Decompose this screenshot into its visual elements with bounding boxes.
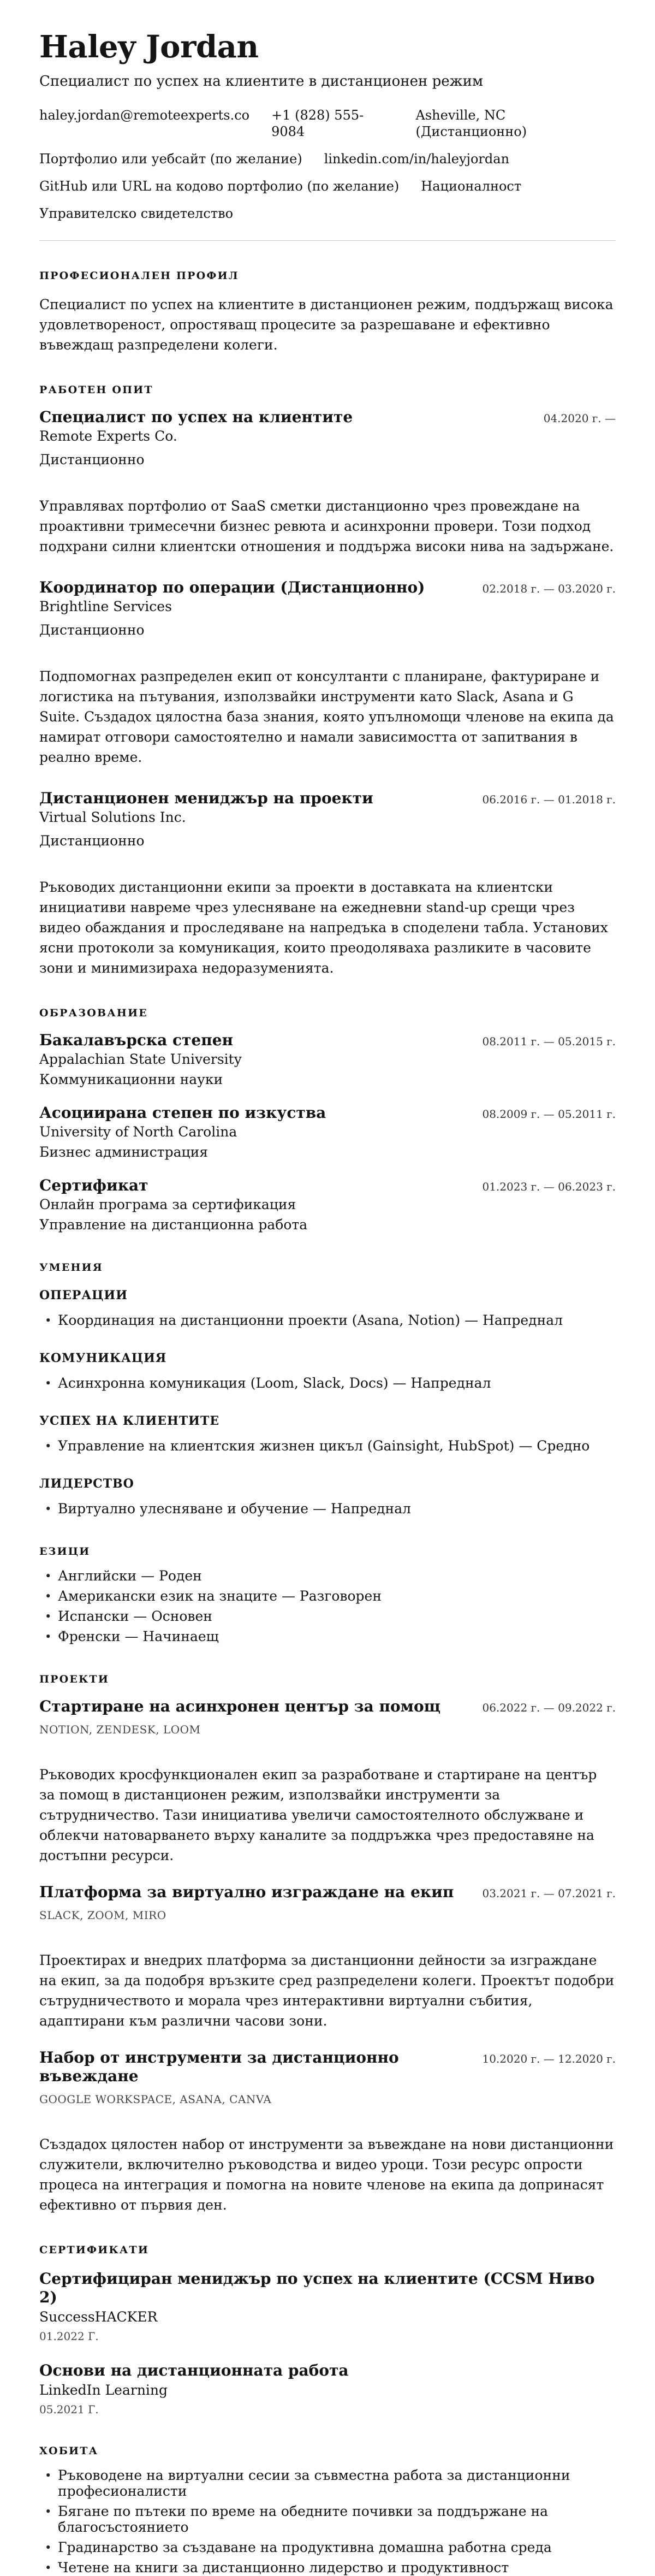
contact-row (39, 151, 616, 167)
skill-group (39, 1477, 616, 1517)
skill-item: • Асинхронна комуникация (Loom, Slack, Docs) — Напреднал (39, 1375, 616, 1391)
contact-portfolio: Портфолио или уебсайт (по желание) (39, 151, 302, 167)
contact-row (39, 205, 616, 222)
education-item (39, 1031, 616, 1087)
project-tech-stack: GOOGLE WORKSPACE, ASANA, CANVA (39, 2093, 272, 2106)
job-title: Координатор по операции (Дистанционно) (39, 578, 425, 596)
skill-group-name: ЛИДЕРСТВО (39, 1477, 134, 1491)
section-heading-projects: ПРОЕКТИ (39, 1673, 110, 1685)
education-dates: 08.2011 г. — 05.2015 г. (482, 1035, 616, 1048)
hobby-item: • Четене на книги за дистанционно лидерство и продуктивност (39, 2560, 616, 2575)
job-title: Специалист по успех на клиентите (39, 408, 353, 426)
job-company: Virtual Solutions Inc. (39, 809, 186, 825)
project-description: Ръководих кросфункционален екип за разработване и стартиране на център за помощ в дистанционен режим, използвайки инструменти за сътрудничество. Тази инициатива увеличи самостоятелното обслужване и облекчи натоварването върху каналите за поддръжка чрез предоставяне на достъпни ресурси. (39, 1767, 597, 1863)
certification-date: 05.2021 Г. (39, 2403, 99, 2416)
contact-row (39, 178, 616, 194)
section-languages (39, 1545, 616, 1644)
section-hobbies (39, 2444, 616, 2575)
job-item (39, 789, 616, 978)
project-title: Набор от инструменти за дистанционно въвеждане (39, 2048, 399, 2085)
skill-item: • Управление на клиентския жизнен цикъл (Gainsight, HubSpot) — Средно (39, 1438, 616, 1454)
certification-issuer: LinkedIn Learning (39, 2382, 168, 2398)
section-heading-education: ОБРАЗОВАНИЕ (39, 1007, 148, 1019)
contact-row (39, 107, 616, 140)
education-school: Онлайн програма за сертификация (39, 1197, 296, 1212)
section-heading-profile: ПРОФЕСИОНАЛЕН ПРОФИЛ (39, 270, 239, 282)
education-item (39, 1176, 616, 1233)
project-item (39, 2048, 616, 2215)
project-tech-stack: NOTION, ZENDESK, LOOM (39, 1723, 201, 1736)
job-item (39, 408, 616, 556)
education-degree: Асоциирана степен по изкуства (39, 1104, 326, 1122)
job-dates: 02.2018 г. — 03.2020 г. (482, 582, 616, 595)
contact-nationality: Националност (421, 179, 522, 194)
project-dates: 03.2021 г. — 07.2021 г. (482, 1887, 616, 1900)
certification-title: Основи на дистанционната работа (39, 2361, 349, 2379)
language-item: • Английски — Роден (39, 1568, 616, 1584)
contact-phone: +1 (828) 555-9084 (271, 108, 364, 139)
section-heading-skills: УМЕНИЯ (39, 1262, 103, 1274)
candidate-name: Haley Jordan (39, 29, 259, 65)
job-dates: 04.2020 г. — (543, 412, 616, 425)
language-item: • Испански — Основен (39, 1608, 616, 1624)
project-title: Стартиране на асинхронен център за помощ (39, 1697, 440, 1715)
hobby-item: • Градинарство за създаване на продуктивна домашна работна среда (39, 2539, 616, 2555)
job-dates: 06.2016 г. — 01.2018 г. (482, 793, 616, 806)
skill-group-name: УСПЕХ НА КЛИЕНТИТЕ (39, 1414, 220, 1428)
project-title: Платформа за виртуално изграждане на екип (39, 1883, 454, 1901)
contact-block (39, 107, 616, 222)
section-certifications (39, 2243, 616, 2416)
job-description: Ръководих дистанционни екипи за проекти в доставката на клиентски инициативи навреме чрез улесняване на ежедневни stand-up срещи чрез видео обаждания и проследяване на напредъка в споделени табла. Установих ясни протоколи за комуникация, които преодоляваха разликите в часовите зони и минимизираха недоразуменията. (39, 879, 608, 976)
contact-linkedin: linkedin.com/in/haleyjordan (324, 151, 510, 167)
hobby-item: • Ръководене на виртуални сесии за съвместна работа за дистанционни професионалисти (39, 2467, 616, 2499)
contact-github: GitHub или URL на кодово портфолио (по желание) (39, 179, 400, 194)
section-profile (39, 269, 616, 355)
skill-item: • Виртуално улесняване и обучение — Напреднал (39, 1501, 616, 1517)
profile-summary: Специалист по успех на клиентите в дистанционен режим, поддържащ висока удовлетвореност, опростяващ процесите за разрешаване и ефективно въвеждащ разпределени колеги. (39, 297, 614, 353)
language-item: • Френски — Начинаещ (39, 1628, 616, 1644)
project-item (39, 1697, 616, 1866)
project-dates: 06.2022 г. — 09.2022 г. (482, 1701, 616, 1714)
job-location: Дистанционно (39, 452, 145, 467)
job-description: Управлявах портфолио от SaaS сметки дистанционно чрез провеждане на проактивни тримесечни бизнес ревюта и асинхронни провери. Този подход подхрани силни клиентски отношения и поддържа високи нива на задържане. (39, 498, 614, 554)
header-divider (39, 240, 616, 241)
skill-group-name: ОПЕРАЦИИ (39, 1288, 128, 1302)
skill-group-name: КОМУНИКАЦИЯ (39, 1351, 167, 1365)
education-field: Бизнес администрация (39, 1144, 209, 1160)
project-description: Създадох цялостен набор от инструменти за въвеждане на нови дистанционни служители, включително ръководства и видео уроци. Този ресурс опрости процеса на интеграция и помогна на новите членове на екипа да допринасят ефективно от първия ден. (39, 2136, 614, 2213)
skill-group (39, 1288, 616, 1328)
job-company: Remote Experts Co. (39, 428, 177, 444)
project-tech-stack: SLACK, ZOOM, MIRO (39, 1909, 166, 1922)
candidate-title: Специалист по успех на клиентите в дистанционен режим (39, 73, 484, 90)
skill-group (39, 1414, 616, 1454)
language-item: • Американски език на знаците — Разговорен (39, 1588, 616, 1604)
section-heading-certifications: СЕРТИФИКАТИ (39, 2244, 150, 2256)
job-title: Дистанционен мениджър на проекти (39, 789, 373, 807)
project-dates: 10.2020 г. — 12.2020 г. (482, 2052, 616, 2065)
contact-location: Asheville, NC (Дистанционно) (415, 108, 527, 139)
certification-date: 01.2022 Г. (39, 2330, 99, 2343)
contact-email: haley.jordan@remoteexperts.co (39, 108, 250, 123)
education-degree: Сертификат (39, 1176, 148, 1194)
resume-header (39, 29, 616, 241)
job-location: Дистанционно (39, 622, 145, 638)
education-field: Управление на дистанционна работа (39, 1217, 308, 1233)
project-item (39, 1883, 616, 2031)
section-education (39, 1006, 616, 1233)
certification-item (39, 2270, 616, 2343)
section-experience (39, 383, 616, 978)
section-skills (39, 1261, 616, 1517)
job-description: Подпомогнах разпределен екип от консултанти с планиране, фактуриране и логистика на пътувания, използвайки инструменти като Slack, Asana и G Suite. Създадох цялостна база знания, която упълномощи членове на екипа да намират отговори самостоятелно и намали зависимостта от запитвания в реално време. (39, 668, 614, 765)
skill-group (39, 1351, 616, 1391)
certification-item (39, 2361, 616, 2416)
section-projects (39, 1673, 616, 2215)
section-heading-hobbies: ХОБИТА (39, 2445, 99, 2457)
education-item (39, 1104, 616, 1160)
education-degree: Бакалавърска степен (39, 1031, 234, 1049)
certification-title: Сертифициран мениджър по успех на клиентите (CCSM Ниво 2) (39, 2270, 595, 2306)
hobby-item: • Бягане по пътеки по време на обедните почивки за поддържане на благосъстоянието (39, 2503, 616, 2535)
job-location: Дистанционно (39, 833, 145, 849)
contact-license: Управителско свидетелство (39, 206, 234, 221)
section-heading-languages: ЕЗИЦИ (39, 1545, 91, 1558)
project-description: Проектирах и внедрих платформа за дистанционни дейности за изграждане на екип, за да подобря връзките сред разпределени колеги. Проектът подобри сътрудничеството и морала чрез интерактивни виртуални събития, адаптирани към различни часови зони. (39, 1952, 615, 2029)
education-school: Appalachian State University (39, 1051, 242, 1067)
job-company: Brightline Services (39, 599, 172, 614)
certification-issuer: SuccessHACKER (39, 2309, 158, 2325)
education-school: University of North Carolina (39, 1124, 237, 1140)
job-item (39, 578, 616, 767)
skill-item: • Координация на дистанционни проекти (Asana, Notion) — Напреднал (39, 1312, 616, 1328)
education-dates: 01.2023 г. — 06.2023 г. (482, 1180, 616, 1193)
section-heading-experience: РАБОТЕН ОПИТ (39, 384, 153, 396)
education-field: Коммуникационни науки (39, 1071, 223, 1087)
education-dates: 08.2009 г. — 05.2011 г. (482, 1108, 616, 1121)
